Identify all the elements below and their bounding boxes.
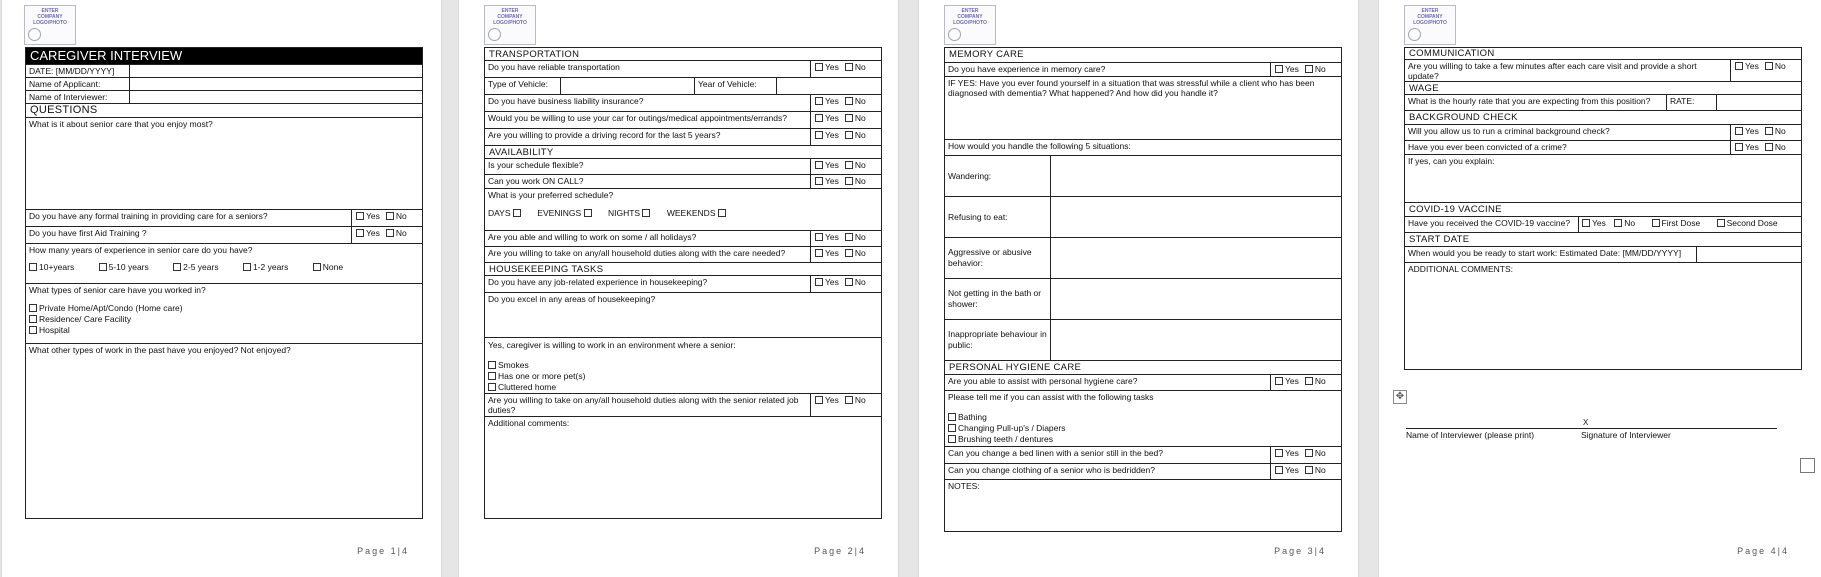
memory-care-heading: MEMORY CARE [945,48,1341,63]
page-number: Page 2|4 [814,546,866,556]
logo-circle-icon [948,28,961,41]
explain-field[interactable]: If yes, can you explain: [1408,156,1495,166]
q-preferred-schedule: What is your preferred schedule? [488,190,614,200]
rate-field[interactable] [1717,95,1801,110]
q-driving-record: Are you willing to provide a driving record for the last 5 years? [488,130,721,140]
situation-wandering: Wandering: [945,156,1051,196]
company-logo-placeholder[interactable]: ENTER COMPANY LOGO/PHOTO [24,5,76,45]
page-3 [918,0,1359,577]
start-date-heading: START DATE [1405,233,1801,247]
company-logo-placeholder[interactable]: ENTER COMPANY LOGO/PHOTO [944,5,996,45]
rate-label: RATE: [1667,95,1717,110]
date-field[interactable] [130,65,422,77]
company-logo-placeholder[interactable]: ENTER COMPANY LOGO/PHOTO [1404,5,1456,45]
task-options[interactable]: Bathing Changing Pull-up's / Diapers Brushing teeth / dentures [945,404,1341,446]
q-excel-housekeeping[interactable]: Do you excel in any areas of housekeeping? [488,294,656,304]
logo-circle-icon [28,28,41,41]
q-senior-duties: Are you willing to take on any/all household duties along with the senior related job duties? [488,395,799,415]
interview-form-page-4 [1404,47,1802,370]
vehicle-year-field[interactable] [777,78,881,94]
driving-record-yes-no[interactable]: Yes No [810,129,881,145]
q-five-situations: How would you handle the following 5 situations: [948,141,1131,151]
situation-aggressive: Aggressive or abusive behavior: [945,238,1051,278]
page-2 [458,0,899,577]
q-household-duties: Are you willing to take on any/all household duties along with the care needed? [488,248,786,258]
situation-refusing-eat-answer[interactable] [1051,197,1341,237]
q-convicted: Have you ever been convicted of a crime? [1408,142,1567,152]
additional-comments-field[interactable]: Additional comments: [488,418,570,428]
q-assist-tasks: Please tell me if you can assist with the following tasks [948,392,1154,402]
schedule-options[interactable]: DAYS EVENINGS NIGHTS WEEKENDS [485,202,881,220]
questions-heading: QUESTIONS [26,104,422,118]
first-aid-yes-no[interactable]: Yes No [351,227,422,243]
q-on-call: Can you work ON CALL? [488,176,584,186]
clothing-yes-no[interactable]: Yes No [1270,464,1341,479]
company-logo-placeholder[interactable]: ENTER COMPANY LOGO/PHOTO [484,5,536,45]
q-holidays: Are you able and willing to work on some / all holidays? [488,232,697,242]
interviewer-name-line[interactable]: Name of Interviewer (please print) [1406,428,1582,440]
environment-options[interactable]: Smokes Has one or more pet(s) Cluttered home [485,352,881,394]
insurance-yes-no[interactable]: Yes No [810,95,881,111]
formal-training-yes-no[interactable]: Yes No [351,210,422,226]
holidays-yes-no[interactable]: Yes No [810,231,881,246]
interview-form-page-2 [484,47,882,519]
signature-x-mark: X [1583,418,1589,427]
background-check-heading: BACKGROUND CHECK [1405,111,1801,125]
q-schedule-flexible: Is your schedule flexible? [488,160,584,170]
housekeeping-yes-no[interactable]: Yes No [810,276,881,292]
selection-box-icon[interactable] [1800,458,1815,473]
q-enjoy[interactable]: What is it about senior care that you enjoy most? [29,119,213,129]
q-housekeeping-experience: Do you have any job-related experience in housekeeping? [488,277,708,287]
page-4 [1378,0,1821,577]
availability-heading: AVAILABILITY [485,146,881,159]
page-number: Page 1|4 [357,546,409,556]
years-options[interactable]: 10+years 5-10 years 2-5 years 1-2 years None [26,257,422,274]
criminal-check-yes-no[interactable]: Yes No [1730,125,1801,140]
q-care-types: What types of senior care have you worked in? [29,285,206,295]
applicant-label: Name of Applicant: [26,78,130,90]
q-bed-linen: Can you change a bed linen with a senior still in the bed? [948,448,1164,458]
table-move-handle-icon[interactable]: ✥ [1393,390,1407,404]
q-other-work[interactable]: What other types of work in the past have you enjoyed? Not enjoyed? [29,345,291,355]
interviewer-name-field[interactable] [130,91,422,103]
situation-wandering-answer[interactable] [1051,156,1341,196]
vehicle-type-field[interactable] [561,78,695,94]
start-date-field[interactable] [1697,247,1801,262]
interview-form-page-3 [944,47,1342,532]
q-criminal-check: Will you allow us to run a criminal background check? [1408,126,1610,136]
q-liability-insurance: Do you have business liability insurance? [488,96,644,106]
wage-heading: WAGE [1405,82,1801,95]
situation-refusing-eat: Refusing to eat: [945,197,1051,237]
on-call-yes-no[interactable]: Yes No [810,175,881,188]
logo-circle-icon [1408,28,1421,41]
notes-field[interactable]: NOTES: [948,481,980,491]
q-use-car: Would you be willing to use your car for outings/medical appointments/errands? [488,113,787,123]
vaccine-options[interactable]: Yes No First Dose Second Dose [1579,217,1801,232]
use-car-yes-no[interactable]: Yes No [810,112,881,128]
q-hourly-rate: What is the hourly rate that you are expecting from this position? [1405,95,1667,110]
interviewer-label: Name of Interviewer: [26,91,130,103]
reliable-transport-yes-no[interactable]: Yes No [810,61,881,77]
vehicle-year-label: Year of Vehicle: [695,78,777,94]
form-title: CAREGIVER INTERVIEW [26,48,422,65]
memory-care-yes-no[interactable]: Yes No [1270,63,1341,76]
q-dementia-situation[interactable]: IF YES: Have you ever found yourself in a situation that was stressful while a client who has been diagnosed with dementia? What happened? And how did you handle it? [948,78,1315,98]
interview-form-page-1 [25,47,423,519]
communication-heading: COMMUNICATION [1405,48,1801,60]
situation-inappropriate: Inappropriate behaviour in public: [945,320,1051,360]
page-number: Page 4|4 [1737,546,1789,556]
q-memory-care: Do you have experience in memory care? [948,64,1106,74]
q-first-aid: Do you have first Aid Training ? [29,228,147,238]
applicant-name-field[interactable] [130,78,422,90]
page-1 [1,0,442,577]
q-reliable-transport: Do you have reliable transportation [488,62,620,72]
interviewer-signature-line[interactable]: Signature of Interviewer [1581,428,1777,440]
hygiene-heading: PERSONAL HYGIENE CARE [945,361,1341,375]
covid-heading: COVID-19 VACCINE [1405,203,1801,217]
q-covid-vaccine: Have you received the COVID-19 vaccine? [1405,217,1579,232]
q-start-work: When would you be ready to start work: Estimated Date: [MM/DD/YYYY] [1405,247,1697,262]
q-hygiene-care: Are you able to assist with personal hygiene care? [948,376,1138,386]
situation-bath: Not getting in the bath or shower: [945,279,1051,319]
situation-bath-answer[interactable] [1051,279,1341,319]
household-yes-no[interactable]: Yes No [810,247,881,262]
page-number: Page 3|4 [1274,546,1326,556]
care-type-options[interactable]: Private Home/Apt/Condo (Home care) Residence/ Care Facility Hospital [26,297,422,337]
additional-comments-field[interactable]: ADDITIONAL COMMENTS: [1408,264,1513,274]
convicted-yes-no[interactable]: Yes No [1730,141,1801,154]
date-label: DATE: [MM/DD/YYYY] [26,65,130,77]
flexible-yes-no[interactable]: Yes No [810,159,881,174]
situation-inappropriate-answer[interactable] [1051,320,1341,360]
logo-circle-icon [488,28,501,41]
senior-duties-yes-no[interactable]: Yes No [810,394,881,416]
vehicle-type-label: Type of Vehicle: [485,78,561,94]
housekeeping-heading: HOUSEKEEPING TASKS [485,263,881,276]
transportation-heading: TRANSPORTATION [485,48,881,61]
hygiene-yes-no[interactable]: Yes No [1270,375,1341,390]
update-yes-no[interactable]: Yes No [1730,60,1801,81]
q-years-experience: How many years of experience in senior care do you have? [29,245,253,255]
q-formal-training: Do you have any formal training in providing care for a seniors? [29,211,268,221]
q-change-clothing: Can you change clothing of a senior who is bedridden? [948,465,1155,475]
q-short-update: Are you willing to take a few minutes after each care visit and provide a short update? [1408,61,1697,81]
situation-aggressive-answer[interactable] [1051,238,1341,278]
bed-linen-yes-no[interactable]: Yes No [1270,447,1341,463]
q-environment: Yes, caregiver is willing to work in an environment where a senior: [488,340,736,350]
